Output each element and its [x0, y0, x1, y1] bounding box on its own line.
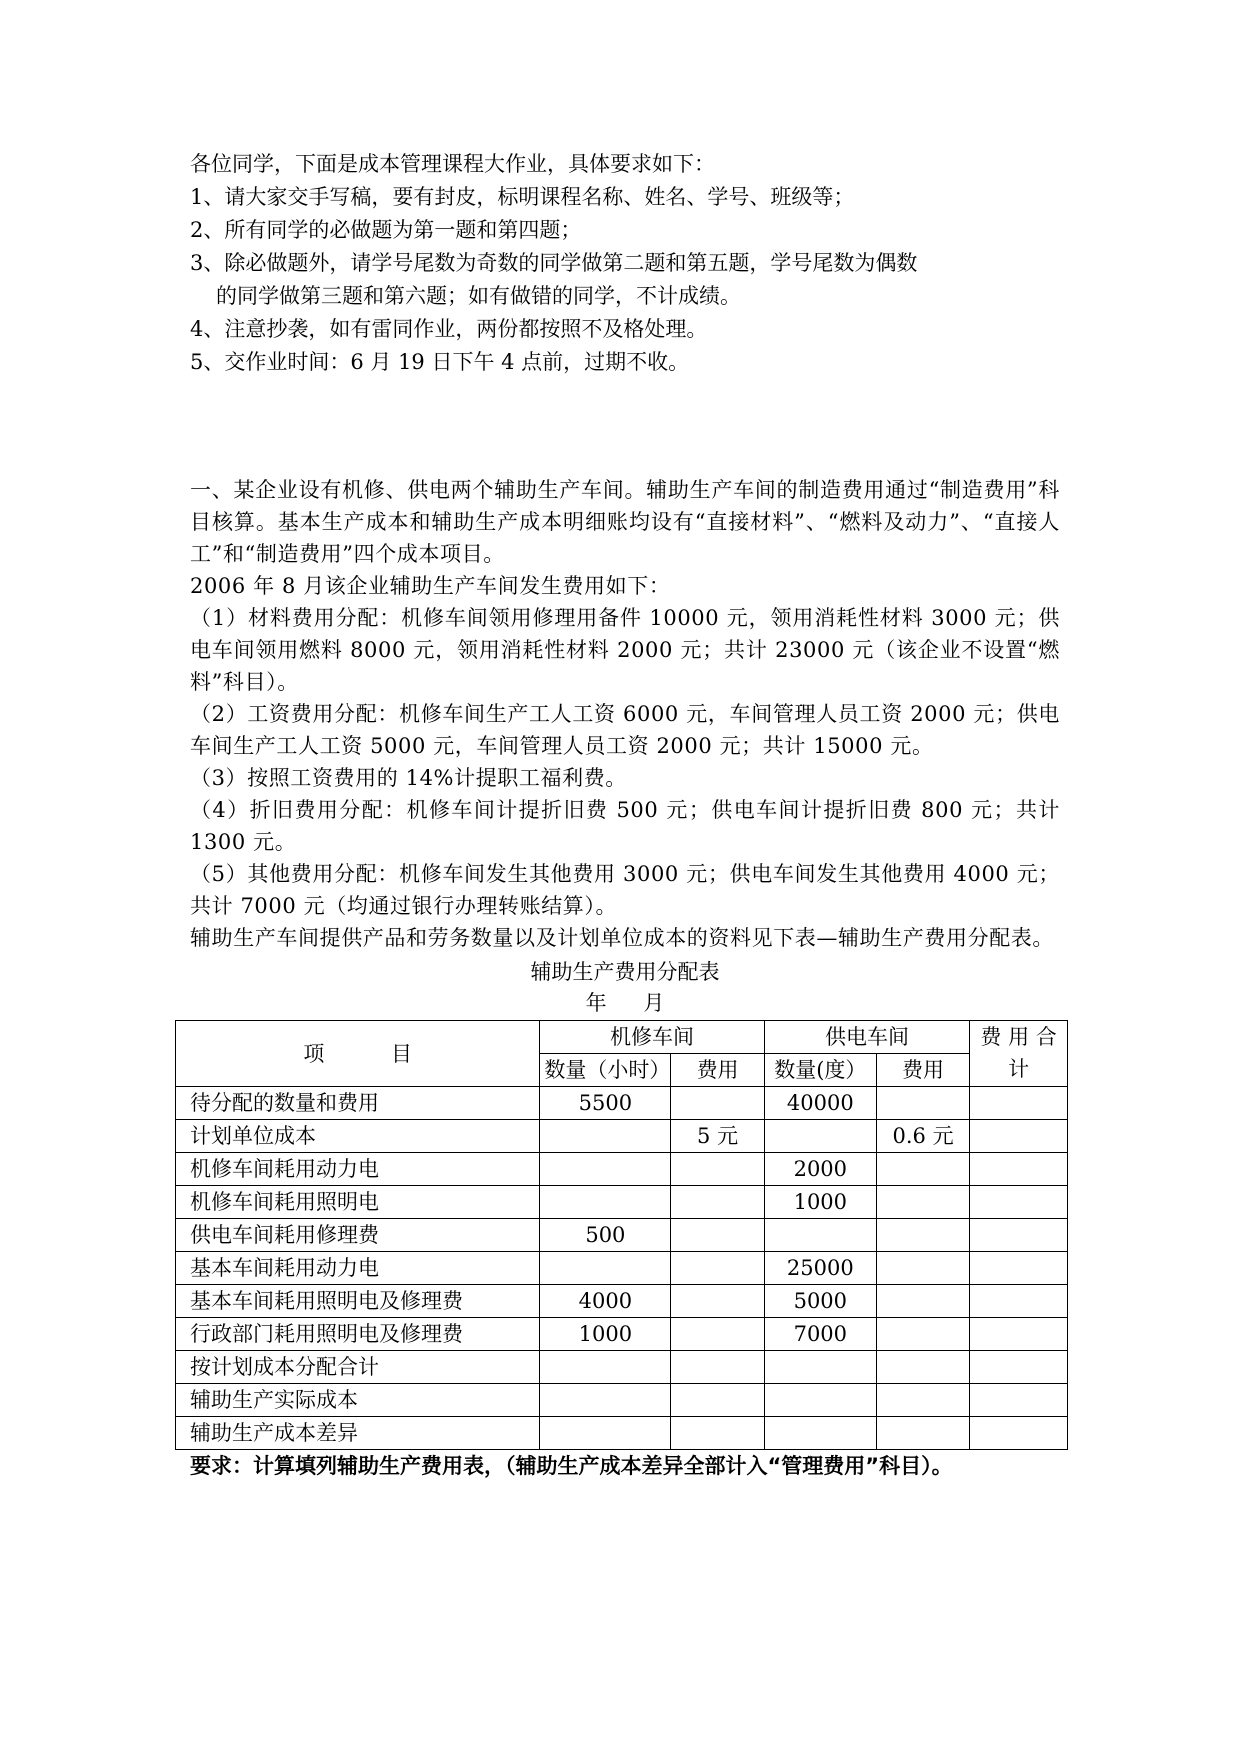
power-quantity-cell: 1000: [764, 1186, 876, 1219]
power-cost-cell: [876, 1153, 969, 1186]
total-cost-cell: [970, 1351, 1068, 1384]
row-label: 行政部门耗用照明电及修理费: [176, 1318, 540, 1351]
repair-cost-cell: [671, 1153, 764, 1186]
table-row: [176, 1417, 1068, 1450]
repair-quantity-cell: [540, 1153, 671, 1186]
table-row: [176, 1384, 1068, 1417]
table-row: [176, 1318, 1068, 1351]
row-label: 辅助生产实际成本: [176, 1384, 540, 1417]
repair-quantity-cell: [540, 1384, 671, 1417]
table-row: [176, 1351, 1068, 1384]
power-cost-cell: [876, 1252, 969, 1285]
power-cost-cell: [876, 1087, 969, 1120]
repair-cost-cell: 5 元: [671, 1120, 764, 1153]
repair-cost-cell: [671, 1285, 764, 1318]
requirement: 要求：计算填列辅助生产费用表，（辅助生产成本差异全部计入“管理费用”科目）。: [190, 1454, 953, 1478]
row-label: 机修车间耗用动力电: [176, 1153, 540, 1186]
question-1-item-2: （2）工资费用分配：机修车间生产工人工资 6000 元，车间管理人员工资 2000 元；供电车间生产工人工资 5000 元，车间管理人员工资 2000 元；共计 15000 元。: [190, 702, 1060, 758]
table-row: [176, 1120, 1068, 1153]
total-cost-cell: [970, 1318, 1068, 1351]
repair-cost-cell: [671, 1417, 764, 1450]
repair-cost-cell: [671, 1087, 764, 1120]
row-label: 供电车间耗用修理费: [176, 1219, 540, 1252]
table-header-row-1: [176, 1021, 1068, 1054]
repair-cost-cell: [671, 1219, 764, 1252]
header-repair-workshop: 机修车间: [540, 1021, 764, 1054]
table-row: [176, 1186, 1068, 1219]
repair-quantity-cell: 4000: [540, 1285, 671, 1318]
table-row: [176, 1285, 1068, 1318]
total-cost-cell: [970, 1252, 1068, 1285]
power-cost-cell: [876, 1384, 969, 1417]
table-row: [176, 1219, 1068, 1252]
table-subtitle: 年 月: [585, 991, 665, 1015]
total-cost-cell: [970, 1285, 1068, 1318]
power-quantity-cell: [764, 1384, 876, 1417]
table-row: [176, 1252, 1068, 1285]
power-quantity-cell: [764, 1351, 876, 1384]
repair-quantity-cell: 1000: [540, 1318, 671, 1351]
rule-5: 5、交作业时间：6 月 19 日下午 4 点前，过期不收。: [190, 350, 690, 374]
power-quantity-cell: 7000: [764, 1318, 876, 1351]
table-title: 辅助生产费用分配表: [530, 960, 720, 984]
row-label: 待分配的数量和费用: [176, 1087, 540, 1120]
table-row: [176, 1153, 1068, 1186]
power-cost-cell: [876, 1186, 969, 1219]
repair-quantity-cell: [540, 1417, 671, 1450]
total-cost-cell: [970, 1384, 1068, 1417]
question-1-period: 2006 年 8 月该企业辅助生产车间发生费用如下：: [190, 574, 671, 598]
rule-2: 2、所有同学的必做题为第一题和第四题；: [190, 218, 582, 242]
power-quantity-cell: 40000: [764, 1087, 876, 1120]
question-1-item-4: （4）折旧费用分配：机修车间计提折旧费 500 元；供电车间计提折旧费 800 元；共计 1300 元。: [190, 798, 1060, 854]
repair-cost-cell: [671, 1351, 764, 1384]
row-label: 按计划成本分配合计: [176, 1351, 540, 1384]
greeting: 各位同学，下面是成本管理课程大作业，具体要求如下：: [190, 152, 715, 176]
repair-cost-cell: [671, 1384, 764, 1417]
document-page: [190, 148, 1060, 1483]
allocation-table: [175, 1020, 1068, 1450]
power-cost-cell: [876, 1351, 969, 1384]
question-1-item-1: （1）材料费用分配：机修车间领用修理用备件 10000 元，领用消耗性材料 3000 元；供电车间领用燃料 8000 元，领用消耗性材料 2000 元；共计 23000 元（该企业不设置“燃料”科目）。: [190, 606, 1060, 694]
power-quantity-cell: 2000: [764, 1153, 876, 1186]
row-label: 计划单位成本: [176, 1120, 540, 1153]
power-quantity-cell: 5000: [764, 1285, 876, 1318]
row-label: 辅助生产成本差异: [176, 1417, 540, 1450]
total-cost-cell: [970, 1087, 1068, 1120]
total-cost-cell: [970, 1120, 1068, 1153]
repair-quantity-cell: 5500: [540, 1087, 671, 1120]
header-quantity-degrees: 数量(度）: [764, 1054, 876, 1087]
power-quantity-cell: [764, 1120, 876, 1153]
repair-cost-cell: [671, 1186, 764, 1219]
rule-1: 1、请大家交手写稿，要有封皮，标明课程名称、姓名、学号、班级等；: [190, 185, 855, 209]
row-label: 基本车间耗用动力电: [176, 1252, 540, 1285]
question-1-table-note: 辅助生产车间提供产品和劳务数量以及计划单位成本的资料见下表—辅助生产费用分配表。: [190, 926, 1054, 950]
repair-quantity-cell: 500: [540, 1219, 671, 1252]
power-cost-cell: 0.6 元: [876, 1120, 969, 1153]
repair-quantity-cell: [540, 1351, 671, 1384]
repair-quantity-cell: [540, 1120, 671, 1153]
rule-3: 3、除必做题外，请学号尾数为奇数的同学做第二题和第五题，学号尾数为偶数: [190, 251, 918, 275]
header-repair-cost: 费用: [671, 1054, 764, 1087]
header-power-workshop: 供电车间: [764, 1021, 969, 1054]
table-row: [176, 1087, 1068, 1120]
row-label: 基本车间耗用照明电及修理费: [176, 1285, 540, 1318]
question-1-item-5: （5）其他费用分配：机修车间发生其他费用 3000 元；供电车间发生其他费用 4000 元；共计 7000 元（均通过银行办理转账结算）。: [190, 862, 1060, 918]
power-cost-cell: [876, 1285, 969, 1318]
repair-quantity-cell: [540, 1252, 671, 1285]
rule-3-continued: 的同学做第三题和第六题；如有做错的同学，不计成绩。: [216, 284, 741, 308]
row-label: 机修车间耗用照明电: [176, 1186, 540, 1219]
power-quantity-cell: [764, 1219, 876, 1252]
header-item: 项 目: [176, 1021, 540, 1087]
header-quantity-hours: 数量（小时）: [540, 1054, 671, 1087]
total-cost-cell: [970, 1153, 1068, 1186]
question-1-intro: 一、某企业设有机修、供电两个辅助生产车间。辅助生产车间的制造费用通过“制造费用”科目核算。基本生产成本和辅助生产成本明细账均设有“直接材料”、“燃料及动力”、“直接人工”和“制造费用”四个成本项目。: [190, 478, 1060, 566]
question-1-item-3: （3）按照工资费用的 14%计提职工福利费。: [190, 766, 627, 790]
header-power-cost: 费用: [876, 1054, 969, 1087]
power-quantity-cell: 25000: [764, 1252, 876, 1285]
header-total-cost: 费 用 合计: [970, 1021, 1068, 1087]
assignment-instructions: [190, 148, 1060, 379]
repair-quantity-cell: [540, 1186, 671, 1219]
power-cost-cell: [876, 1219, 969, 1252]
power-cost-cell: [876, 1318, 969, 1351]
power-cost-cell: [876, 1417, 969, 1450]
question-1: [190, 474, 1060, 1483]
power-quantity-cell: [764, 1417, 876, 1450]
total-cost-cell: [970, 1417, 1068, 1450]
repair-cost-cell: [671, 1318, 764, 1351]
total-cost-cell: [970, 1219, 1068, 1252]
total-cost-cell: [970, 1186, 1068, 1219]
repair-cost-cell: [671, 1252, 764, 1285]
rule-4: 4、注意抄袭，如有雷同作业，两份都按照不及格处理。: [190, 317, 708, 341]
